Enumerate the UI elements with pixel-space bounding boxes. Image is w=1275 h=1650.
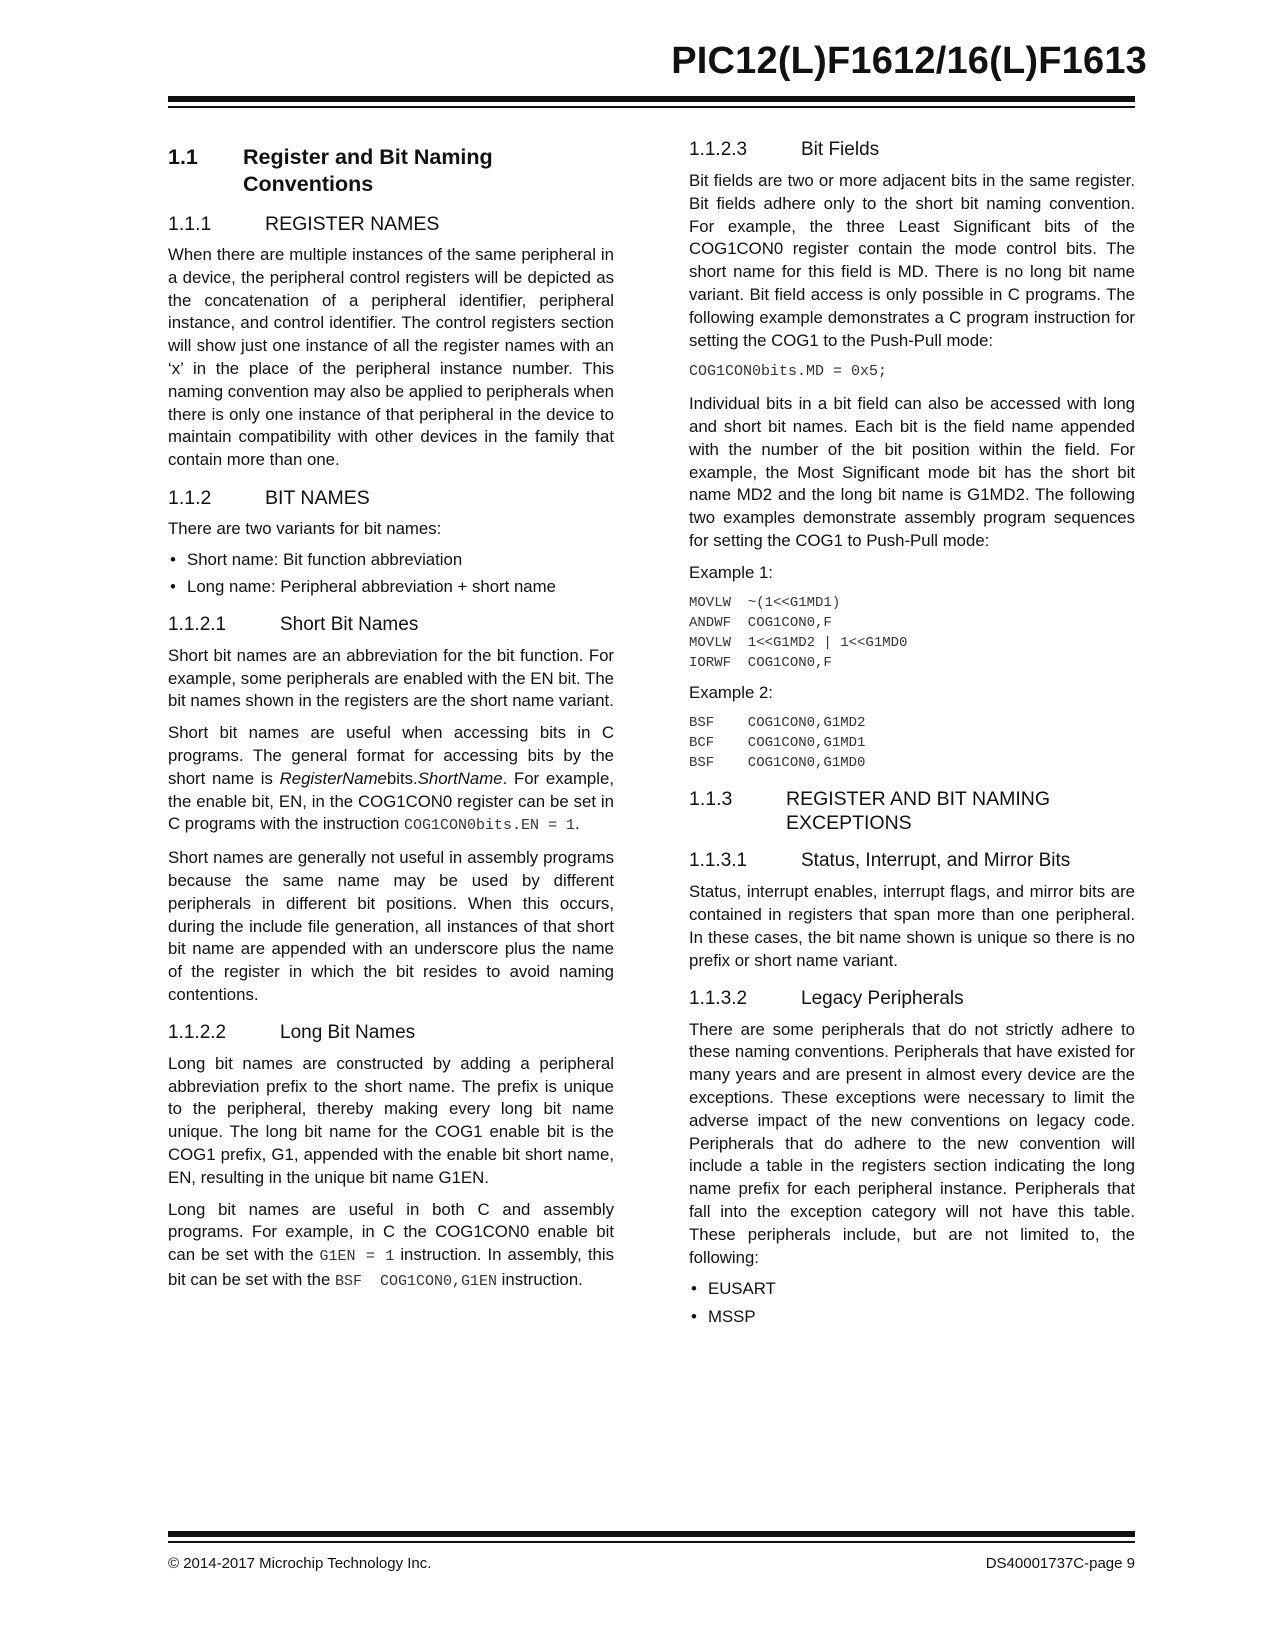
bullet-list	[689, 1278, 1135, 1328]
paragraph: Short names are generally not useful in assembly programs because the same name may be used by different peripherals in different bit positions. When this occurs, during the include file generation, all instances of that short bit name are appended with an underscore plus the name of the register in which the bit resides to avoid naming contentions.	[168, 848, 614, 1005]
inline-code: G1EN = 1	[319, 1248, 395, 1266]
list-item: • MSSP	[689, 1306, 1135, 1329]
subsubsection-heading	[168, 1021, 614, 1045]
subsubsection-number: 1.1.2.3	[689, 139, 748, 160]
subsection-title: BIT NAMES	[265, 486, 370, 509]
list-item: • Short name: Bit function abbreviation	[168, 549, 614, 572]
subsubsection-heading	[168, 613, 614, 637]
copyright: © 2014-2017 Microchip Technology Inc.	[168, 1555, 432, 1572]
inline-code: BSF COG1CON0,G1EN	[334, 1272, 498, 1290]
paragraph: Short bit names are an abbreviation for the bit function. For example, some peripherals are enabled with the EN bit. The bit names shown in the registers are the short name variant.	[168, 645, 614, 711]
example-label: Example 2:	[689, 682, 773, 702]
bullet-list	[168, 549, 614, 599]
code-line: COG1CON0bits.MD = 0x5;	[689, 363, 888, 381]
subsubsection-number: 1.1.2.1	[168, 613, 227, 635]
text: Long bit names are useful in both C and assembly programs. For example, in C the COG1CON0 enable bit can be set with the	[168, 1199, 614, 1265]
subsubsection-title: Long Bit Names	[280, 1021, 416, 1043]
section-title: Register and Bit Naming Conventions	[243, 145, 493, 196]
text: instruction. In assembly, this bit can be set with the	[168, 1245, 615, 1289]
subsection-number: 1.1.3	[689, 788, 733, 811]
list-item: • Long name: Peripheral abbreviation + short name	[168, 576, 614, 599]
text: instruction.	[497, 1269, 583, 1289]
text: Short bit names are useful when accessing bits in C programs. The general format for accessing bits by the short name is	[168, 723, 614, 788]
subsubsection-title: Short Bit Names	[280, 613, 419, 635]
paragraph: There are two variants for bit names:	[168, 518, 442, 538]
subsubsection-number: 1.1.3.2	[689, 987, 748, 1009]
code-block: MOVLW ~(1<<G1MD1) ANDWF COG1CON0,F MOVLW 1<<G1MD2 | 1<<G1MD0 IORWF COG1CON0,F	[689, 594, 908, 672]
header-rule-thick	[168, 96, 1135, 102]
list-item: • EUSART	[689, 1278, 1135, 1301]
right-column	[689, 138, 1135, 1338]
page-number: DS40001737C-page 9	[985, 1555, 1135, 1572]
document-title: PIC12(L)F1612/16(L)F1613	[671, 40, 1147, 82]
left-column	[168, 138, 614, 1303]
subsection-title: REGISTER AND BIT NAMING EXCEPTIONS	[786, 788, 1051, 835]
subsection-number: 1.1.2	[168, 486, 212, 509]
paragraph	[168, 1199, 614, 1294]
paragraph: Long bit names are constructed by adding a peripheral abbreviation prefix to the short name. The prefix is unique to the peripheral, thereby making every long bit name unique. The long bit name for the COG1 enable bit is the COG1 prefix, G1, appended with the enable bit short name, EN, resulting in the unique bit name G1EN.	[168, 1053, 614, 1187]
subsubsection-heading	[689, 987, 1135, 1011]
footer-rule-thin	[168, 1541, 1135, 1543]
subsubsection-title: Status, Interrupt, and Mirror Bits	[801, 850, 1071, 872]
paragraph: There are some peripherals that do not strictly adhere to these naming conventions. Peripherals that have existed for many years and are present in almost every device are the exceptions. These exceptions were necessary to limit the adverse impact of the new conventions on legacy code. Peripherals that do adhere to the new convention will include a table in the registers section indicating the long name prefix for each peripheral instance. Peripherals that fall into the exception category will not have this table. These peripherals include, but are not limited to, the following:	[689, 1019, 1135, 1267]
subsubsection-heading	[689, 138, 1135, 162]
text: . For example, the enable bit, EN, in the COG1CON0 register can be set in C programs with the instruction	[168, 768, 614, 834]
subsection-heading	[689, 787, 1135, 835]
subsection-heading	[168, 486, 614, 510]
subsubsection-number: 1.1.3.1	[689, 850, 748, 872]
paragraph: Bit fields are two or more adjacent bits in the same register. Bit fields adhere only to the short bit naming convention. For example, the three Least Significant bits of the COG1CON0 register contain the mode control bits. The short name for this field is MD. There is no long bit name variant. Bit field access is only possible in C programs. The following example demonstrates a C program instruction for setting the COG1 to the Push-Pull mode:	[689, 171, 1135, 350]
subsubsection-title: Legacy Peripherals	[801, 987, 964, 1009]
text: bits.	[386, 768, 418, 788]
header-rule-thin	[168, 106, 1135, 108]
subsubsection-heading	[689, 849, 1135, 873]
emphasis: RegisterName	[279, 768, 387, 788]
subsection-heading	[168, 212, 614, 236]
subsubsection-title: Bit Fields	[801, 139, 880, 160]
paragraph: Individual bits in a bit field can also be accessed with long and short bit names. Each bit is the field name appended with the number of the bit position within the field. For example, the Most Significant mode bit has the short bit name MD2 and the long bit name is G1MD2. The following two examples demonstrate assembly program sequences for setting the COG1 to Push-Pull mode:	[689, 394, 1135, 550]
section-heading	[168, 144, 614, 198]
paragraph	[168, 722, 614, 838]
footer-rule-thick	[168, 1531, 1135, 1537]
subsubsection-number: 1.1.2.2	[168, 1021, 227, 1043]
inline-code: COG1CON0bits.EN = 1	[403, 817, 575, 835]
emphasis: ShortName	[417, 768, 503, 788]
text: .	[575, 814, 580, 834]
paragraph: When there are multiple instances of the same peripheral in a device, the peripheral control registers will be depicted as the concatenation of a peripheral identifier, peripheral instance, and control identifier. The control registers section will show just one instance of all the register names with an ‘x’ in the place of the peripheral instance number. This naming convention may also be applied to peripherals when there is only one instance of that peripheral in the device to maintain compatibility with other devices in the family that contain more than one.	[168, 245, 614, 470]
paragraph: Status, interrupt enables, interrupt flags, and mirror bits are contained in registers that span more than one peripheral. In these cases, the bit name shown is unique so there is no prefix or short name variant.	[689, 882, 1135, 970]
section-number: 1.1	[168, 145, 198, 169]
subsection-title: REGISTER NAMES	[265, 213, 440, 235]
example-label: Example 1:	[689, 562, 773, 582]
subsection-number: 1.1.1	[168, 213, 212, 235]
code-block: BSF COG1CON0,G1MD2 BCF COG1CON0,G1MD1 BSF COG1CON0,G1MD0	[689, 714, 866, 772]
